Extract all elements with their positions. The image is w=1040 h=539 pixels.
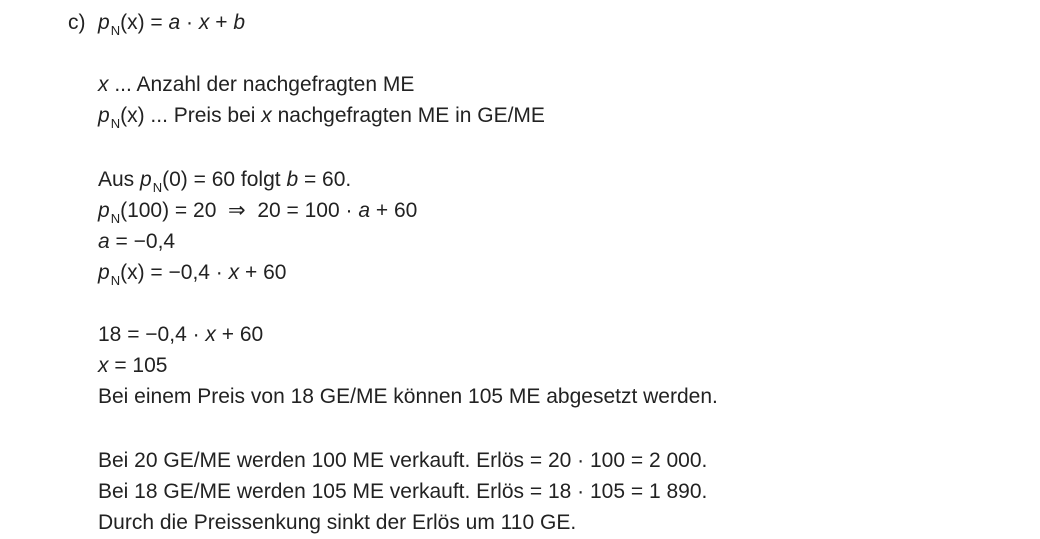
main-eq-dot: · — [180, 11, 199, 34]
sol1-end: = 60. — [298, 168, 352, 191]
sec1-x: x — [205, 323, 216, 346]
sol4-subscript: N — [110, 273, 121, 288]
def-x-var: x — [98, 73, 109, 96]
third-line-2: Bei 18 GE/ME werden 105 ME verkauft. Erlös = 18 · 105 = 1 890. — [98, 480, 708, 503]
def-p-text-post: nachgefragten ME in GE/ME — [271, 104, 545, 127]
sol2-mid: (100) = 20 ⇒ 20 = 100 · — [120, 199, 359, 222]
def-x-text: ... Anzahl der nachgefragten ME — [108, 73, 415, 96]
main-eq-equals: = — [144, 11, 169, 34]
sol1-p: p — [140, 168, 152, 191]
def-p-text-pre: ... Preis bei — [144, 104, 262, 127]
def-p-subscript: N — [110, 116, 121, 131]
second-line-3: Bei einem Preis von 18 GE/ME können 105 ME abgesetzt werden. — [98, 385, 718, 408]
main-eq-subscript: N — [110, 23, 121, 38]
def-p-arg: (x) — [120, 104, 145, 127]
solution-line-2 — [98, 200, 417, 226]
sol4-end: + 60 — [239, 261, 287, 284]
main-eq-a: a — [168, 11, 181, 34]
sol1-post: (0) = 60 folgt — [162, 168, 287, 191]
sol4-x: x — [228, 261, 240, 284]
sec1-pre: 18 = −0,4 · — [98, 323, 206, 346]
solution-line-1 — [98, 169, 351, 195]
definition-x — [98, 74, 414, 100]
sol3-end: = −0,4 — [109, 230, 176, 253]
second-line-1 — [98, 324, 263, 350]
main-eq-x: x — [198, 11, 210, 34]
third-line-3: Durch die Preissenkung sinkt der Erlös um 110 GE. — [98, 511, 577, 534]
sol1-subscript: N — [152, 180, 163, 195]
main-eq-plus: + — [209, 11, 234, 34]
main-eq-arg: (x) — [120, 11, 145, 34]
sol1-b: b — [286, 168, 299, 191]
main-equation — [98, 12, 245, 38]
sol2-subscript: N — [110, 211, 121, 226]
main-eq-p: p — [98, 11, 110, 34]
sol4-arg: (x) — [120, 261, 145, 284]
sol3-a: a — [98, 230, 110, 253]
sol4-p: p — [98, 261, 110, 284]
sol2-end: + 60 — [370, 199, 418, 222]
def-p-var: p — [98, 104, 110, 127]
sec2-x: x — [98, 354, 109, 377]
third-line-1: Bei 20 GE/ME werden 100 ME verkauft. Erlös = 20 · 100 = 2 000. — [98, 449, 708, 472]
main-eq-b: b — [233, 11, 245, 34]
sec2-end: = 105 — [108, 354, 168, 377]
second-line-2 — [98, 355, 167, 381]
sol2-a: a — [358, 199, 371, 222]
definition-p — [98, 105, 545, 131]
sec1-end: + 60 — [215, 323, 264, 346]
part-label: c) — [68, 11, 86, 34]
def-p-text-x: x — [261, 104, 272, 127]
sol4-mid: = −0,4 · — [144, 261, 229, 284]
solution-line-4 — [98, 262, 286, 288]
solution-line-3 — [98, 231, 175, 257]
sol2-p: p — [98, 199, 110, 222]
sol1-pre: Aus — [98, 168, 141, 191]
